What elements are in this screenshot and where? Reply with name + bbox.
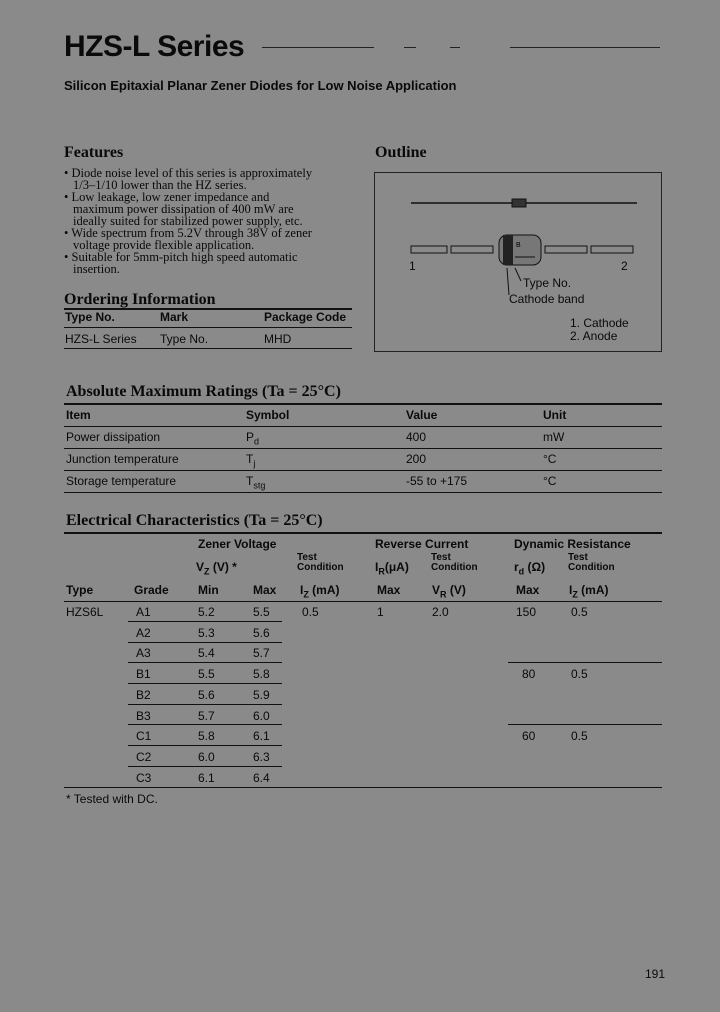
abs-item: Junction temperature: [66, 452, 179, 466]
col-ir-max: Max: [377, 583, 401, 597]
col-vr: $V_R$ (V): [432, 583, 466, 600]
max-cell: 6.1: [253, 729, 270, 743]
feature-item: • Wide spectrum from 5.2V through 38V of zener voltage provide flexible application.: [64, 226, 312, 252]
type-cell: HZS6L: [66, 605, 104, 619]
min-cell: 5.2: [198, 605, 215, 619]
feature-item: • Diode noise level of this series is approximately 1/3–1/10 lower than the HZ series.: [64, 166, 313, 192]
ordering-col-type: Type No.: [65, 310, 115, 324]
elec-rule: [64, 601, 662, 602]
leader-line: [507, 268, 509, 295]
row-rule: [128, 766, 282, 767]
ordering-cell: Type No.: [160, 332, 209, 346]
feature-item: • Suitable for 5mm-pitch high speed automatic insertion.: [64, 250, 298, 276]
rd-iz-cell: 0.5: [571, 667, 588, 681]
vz-header: $V_Z$ (V) *: [196, 560, 237, 577]
abs-symbol: $P_d$: [246, 430, 260, 447]
group-zener-voltage: Zener Voltage: [198, 537, 277, 551]
legend-cathode: 1. Cathode: [570, 316, 629, 330]
page-title: HZS-L Series: [64, 30, 245, 63]
elec-rule: [508, 724, 662, 725]
min-cell: 5.3: [198, 626, 215, 640]
features-heading: Features: [64, 144, 124, 161]
max-cell: 6.0: [253, 709, 270, 723]
group-reverse-current: Reverse Current: [375, 537, 469, 551]
rd-iz-cell: 0.5: [571, 729, 588, 743]
small-diode-body: [512, 199, 526, 207]
rd-iz-cell: 0.5: [571, 605, 588, 619]
body-mark: B: [516, 242, 521, 249]
min-cell: 6.0: [198, 750, 215, 764]
page-subtitle: Silicon Epitaxial Planar Zener Diodes for Low Noise Application: [64, 78, 457, 93]
ir-cell: 1: [377, 605, 384, 619]
max-cell: 6.3: [253, 750, 270, 764]
ordering-rule: [64, 348, 352, 349]
pin-2-label: 2: [621, 259, 628, 273]
abs-symbol: $T_{stg}$: [246, 474, 266, 491]
features-list: [64, 167, 364, 275]
title-rule: [510, 47, 660, 48]
iz-cell: 0.5: [302, 605, 319, 619]
col-min: Min: [198, 583, 219, 597]
row-rule: [128, 704, 282, 705]
abs-col-item: Item: [66, 408, 91, 422]
min-cell: 5.5: [198, 667, 215, 681]
abs-unit: °C: [543, 474, 557, 488]
row-rule: [128, 662, 282, 663]
row-rule: [128, 683, 282, 684]
elec-rule: [508, 662, 662, 663]
elec-rule: [64, 787, 662, 788]
grade-cell: C3: [136, 771, 152, 785]
abs-item: Storage temperature: [66, 474, 177, 488]
group-dynamic-resistance: Dynamic Resistance: [514, 537, 631, 551]
ordering-rule: [64, 327, 352, 328]
col-rd-iz: $I_Z$ (mA): [569, 583, 609, 600]
abs-symbol: $T_j$: [246, 452, 256, 469]
col-max: Max: [253, 583, 277, 597]
rd-header: $r_d$ (Ω): [514, 560, 546, 577]
col-grade: Grade: [134, 583, 169, 597]
row-rule: [128, 724, 282, 725]
abs-unit: °C: [543, 452, 557, 466]
abs-item: Power dissipation: [66, 430, 161, 444]
max-cell: 6.4: [253, 771, 270, 785]
abs-max-rule: [64, 470, 662, 471]
pin-1-label: 1: [409, 259, 416, 273]
min-cell: 5.4: [198, 646, 215, 660]
min-cell: 5.7: [198, 709, 215, 723]
title-rule: [262, 47, 374, 48]
cathode-band-label: Cathode band: [509, 292, 585, 306]
title-rule: [450, 47, 460, 48]
abs-max-heading: Absolute Maximum Ratings (Ta = 25°C): [66, 383, 341, 400]
elec-rule: [64, 532, 662, 534]
row-rule: [128, 642, 282, 643]
col-type: Type: [66, 583, 94, 597]
ordering-col-mark: Mark: [160, 310, 189, 324]
legend-anode: 2. Anode: [570, 329, 618, 343]
outline-diagram: [374, 172, 662, 352]
elec-heading: Electrical Characteristics (Ta = 25°C): [66, 512, 323, 529]
abs-value: -55 to +175: [406, 474, 468, 488]
max-cell: 5.7: [253, 646, 270, 660]
test-condition-label: Test Condition: [431, 552, 478, 573]
page-number: 191: [645, 967, 666, 981]
ordering-cell: HZS-L Series: [65, 332, 137, 346]
grade-cell: C1: [136, 729, 152, 743]
abs-unit: mW: [543, 430, 565, 444]
abs-max-rule: [64, 492, 662, 493]
type-no-label: Type No.: [523, 276, 572, 290]
col-rd-max: Max: [516, 583, 540, 597]
ir-header: $I_R(\mu A)$: [375, 560, 409, 577]
grade-cell: A2: [136, 626, 151, 640]
ordering-heading: Ordering Information: [64, 291, 216, 308]
test-condition-label: Test Condition: [568, 552, 615, 573]
title-rule: [404, 47, 416, 48]
abs-col-symbol: Symbol: [246, 408, 290, 422]
max-cell: 5.5: [253, 605, 270, 619]
grade-cell: B3: [136, 709, 151, 723]
abs-value: 200: [406, 452, 427, 466]
ordering-col-package: Package Code: [264, 310, 347, 324]
grade-cell: A1: [136, 605, 151, 619]
cathode-band: [503, 235, 513, 265]
footnote: * Tested with DC.: [66, 792, 158, 806]
abs-max-rule: [64, 403, 662, 405]
min-cell: 6.1: [198, 771, 215, 785]
rd-cell: 150: [516, 605, 537, 619]
max-cell: 5.9: [253, 688, 270, 702]
min-cell: 5.8: [198, 729, 215, 743]
abs-value: 400: [406, 430, 427, 444]
abs-col-value: Value: [406, 408, 438, 422]
grade-cell: A3: [136, 646, 151, 660]
ordering-cell: MHD: [264, 332, 292, 346]
row-rule: [128, 745, 282, 746]
outline-heading: Outline: [375, 144, 427, 161]
max-cell: 5.8: [253, 667, 270, 681]
test-condition-label: Test Condition: [297, 552, 344, 573]
min-cell: 5.6: [198, 688, 215, 702]
abs-col-unit: Unit: [543, 408, 567, 422]
abs-max-rule: [64, 426, 662, 427]
abs-max-rule: [64, 448, 662, 449]
leader-line: [515, 268, 521, 281]
grade-cell: B1: [136, 667, 151, 681]
feature-item: • Low leakage, low zener impedance and maximum power dissipation of 400 mW are ideally suited for stabilized power supply, etc.: [64, 190, 303, 228]
col-iz: $I_Z$ (mA): [300, 583, 340, 600]
grade-cell: B2: [136, 688, 151, 702]
row-rule: [128, 621, 282, 622]
rd-cell: 60: [522, 729, 536, 743]
max-cell: 5.6: [253, 626, 270, 640]
grade-cell: C2: [136, 750, 152, 764]
vr-cell: 2.0: [432, 605, 449, 619]
rd-cell: 80: [522, 667, 536, 681]
